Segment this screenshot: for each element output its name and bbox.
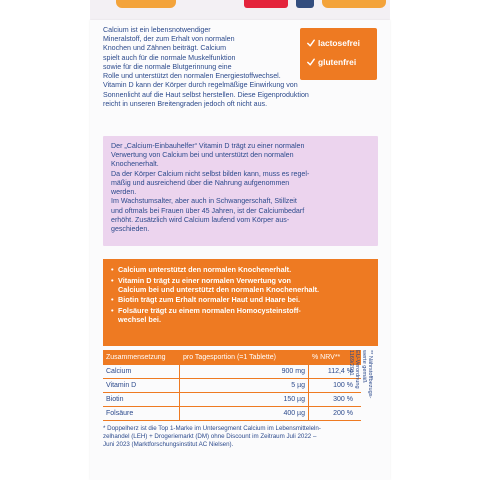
claim-item: [111, 295, 370, 304]
nutrient-amount: 400 µg: [180, 407, 309, 421]
nrv-side-note-text: [347, 350, 373, 398]
nutrient-nrv: 300 %: [309, 393, 362, 407]
claim-item: [111, 276, 370, 294]
info-line: Im Wachstumsalter, aber auch in Schwangerschaft, Stillzeit: [111, 197, 297, 206]
side-note-line: ** Nährstoffbezugs-: [367, 350, 373, 399]
package-top-strip: [90, 0, 390, 20]
info-line: Der „Calcium-Einbauhelfer“ Vitamin D trägt zu einer normalen: [111, 142, 305, 150]
table-row: [103, 407, 361, 421]
info-line: Verwertung von Calcium bei und unterstützt den normalen: [111, 151, 294, 160]
brand-logo-fragment: [116, 0, 176, 8]
side-note-line: 1169/2011: [347, 350, 354, 376]
header-daily-portion: pro Tagesportion (=1 Tablette): [180, 350, 309, 365]
claim-line: wechsel bei.: [118, 315, 161, 325]
table-row: [103, 379, 361, 393]
intro-line: Knochen und Zähnen beiträgt. Calcium: [103, 44, 227, 53]
brand-mark-fragment: [296, 0, 314, 8]
nutrient-amount: 5 µg: [180, 379, 309, 393]
claim-line: • Vitamin D trägt zu einer normalen Verwertung von: [118, 275, 291, 285]
intro-line: Calcium ist ein lebensnotwendiger: [103, 26, 211, 34]
lactose-free-label: lactosefrei: [318, 38, 360, 48]
check-icon: [307, 58, 315, 66]
vitamin-d-info-box: [103, 136, 378, 246]
info-line: erhöht. Zusätzlich wird Calcium laufend vom Körper aus-: [111, 215, 290, 224]
claim-line: • Calcium unterstützt den normalen Knochenerhalt.: [118, 265, 292, 274]
claim-line: Calcium bei und unterstützt den normalen Knochenerhalt.: [118, 284, 320, 294]
nutrient-name: Vitamin D: [103, 379, 180, 393]
nutrient-nrv: 200 %: [309, 407, 362, 421]
brand-logo-fragment-right: [322, 0, 386, 8]
gluten-free-item: [307, 57, 356, 67]
check-icon: [307, 39, 315, 47]
nutrient-name: Calcium: [103, 365, 180, 379]
info-line: geschieden.: [111, 224, 150, 233]
footnote: [103, 425, 378, 449]
intro-line: Mineralstoff, der zum Erhalt von normalen: [103, 35, 235, 44]
intro-line: Sonnenlicht auf die Haut selbst herstellen. Diese Eigenproduktion: [103, 90, 309, 99]
intro-line: sowie für die normale Blutgerinnung eine: [103, 62, 232, 71]
free-from-badge: [300, 28, 377, 80]
info-line: werden.: [111, 188, 137, 197]
claim-line: • Biotin trägt zum Erhalt normaler Haut und Haare bei.: [118, 295, 301, 305]
footnote-line: * Doppelherz ist die Top 1-Marke im Untersegment Calcium im Lebensmitteleln-: [103, 425, 321, 432]
claim-item: [111, 306, 370, 324]
intro-line: reicht in unseren Breitengraden jedoch oft nicht aus.: [103, 99, 268, 108]
info-line: Da der Körper Calcium nicht selbst bilden kann, muss es regel-: [111, 169, 310, 178]
lactose-free-item: [307, 38, 360, 48]
intro-line: spielt auch für die normale Muskelfunktion: [103, 53, 236, 62]
footnote-line: zelhandel (LEH) + Drogeriemarkt (DM) ohne Discount im Zeitraum Juli 2022 –: [103, 433, 317, 441]
nutrition-table: [103, 350, 361, 421]
nutrient-name: Folsäure: [103, 407, 180, 421]
info-line: Knochenerhalt.: [111, 160, 159, 169]
nutrition-table-header: [103, 350, 361, 365]
nutrient-nrv: 100 %: [309, 379, 362, 393]
table-row: [103, 393, 361, 407]
side-note-line: werte gemäß: [360, 350, 367, 383]
claim-line: • Folsäure trägt zu einem normalen Homocysteinstoff-: [118, 305, 301, 315]
intro-line: Rolle und unterstützt den normalen Energiestoffwechsel.: [103, 72, 281, 81]
nutrient-nrv: 112,4 %: [309, 365, 362, 379]
header-composition: Zusammensetzung: [103, 350, 180, 365]
side-note-line: EU-Verordnung: [354, 350, 361, 389]
header-nrv: % NRV**: [309, 350, 362, 365]
health-claims-box: [103, 259, 378, 346]
intro-line: Vitamin D kann der Körper durch regelmäßige Einwirkung von: [103, 81, 298, 90]
nrv-side-note: [347, 350, 375, 412]
nutrient-amount: 900 mg: [180, 365, 309, 379]
gluten-free-label: glutenfrei: [318, 57, 357, 67]
red-badge-fragment: [244, 0, 288, 8]
info-line: mäßig und ausreichend über die Nahrung aufgenommen: [111, 178, 290, 187]
table-row: [103, 365, 361, 379]
info-line: und oftmals bei Frauen über 45 Jahren, ist der Calciumbedarf: [111, 206, 305, 215]
claim-item: [111, 265, 370, 274]
nutrient-amount: 150 µg: [180, 393, 309, 407]
nutrient-name: Biotin: [103, 393, 180, 407]
footnote-line: Juni 2023 (Marktforschungsinstitut AC Nielsen).: [103, 441, 234, 449]
